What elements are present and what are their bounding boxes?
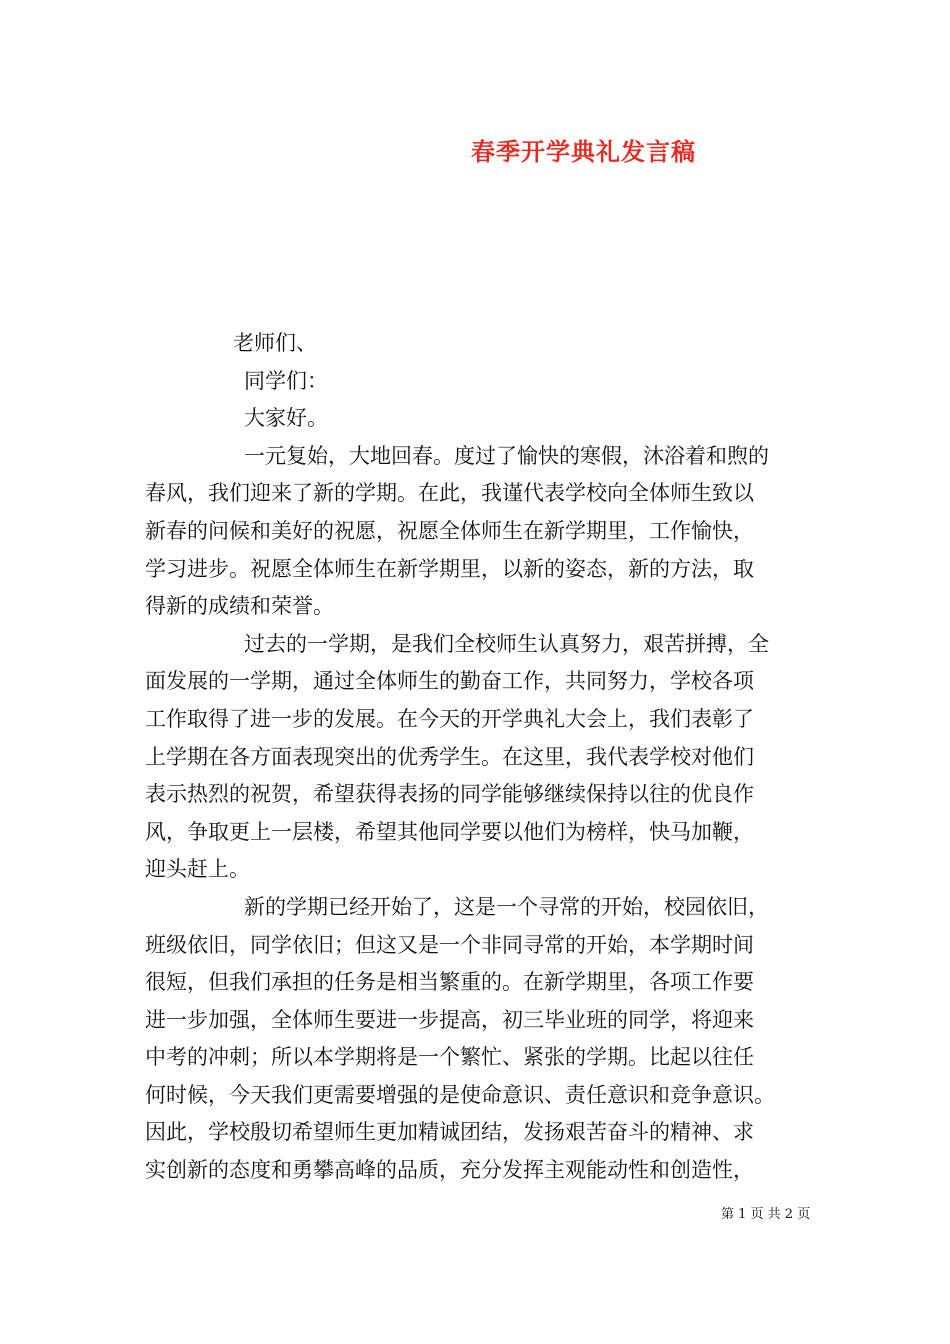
paragraph-3-line: 因此，学校殷切希望师生更加精诚团结，发扬艰苦奋斗的精神、求 <box>145 1120 754 1145</box>
document-title: 春季开学典礼发言稿 <box>471 137 696 166</box>
paragraph-3-line: 新的学期已经开始了，这是一个寻常的开始，校园依旧， <box>244 894 769 919</box>
paragraph-2-line: 上学期在各方面表现突出的优秀学生。在这里，我代表学校对他们 <box>145 744 754 769</box>
paragraph-3-line: 进一步加强，全体师生要进一步提高，初三毕业班的同学，将迎来 <box>145 1007 754 1032</box>
paragraph-1-line: 新春的问候和美好的祝愿，祝愿全体师生在新学期里，工作愉快， <box>145 518 754 543</box>
page-number-footer: 第 1 页 共 2 页 <box>721 1207 811 1222</box>
paragraph-1-line: 学习进步。祝愿全体师生在新学期里，以新的姿态，新的方法，取 <box>145 556 754 581</box>
paragraph-1-line: 得新的成绩和荣誉。 <box>145 594 334 619</box>
paragraph-2-line: 表示热烈的祝贺，希望获得表扬的同学能够继续保持以往的优良作 <box>145 782 754 807</box>
greeting: 大家好。 <box>244 406 328 431</box>
paragraph-2-line: 风，争取更上一层楼，希望其他同学要以他们为榜样，快马加鞭， <box>145 819 754 844</box>
paragraph-2-line: 迎头赶上。 <box>145 857 250 882</box>
paragraph-3-line: 何时候，今天我们更需要增强的是使命意识、责任意识和竞争意识。 <box>145 1082 775 1107</box>
paragraph-3-line: 中考的冲刺；所以本学期将是一个繁忙、紧张的学期。比起以往任 <box>145 1045 754 1070</box>
paragraph-2-line: 面发展的一学期，通过全体师生的勤奋工作，共同努力，学校各项 <box>145 669 754 694</box>
paragraph-2-line: 工作取得了进一步的发展。在今天的开学典礼大会上，我们表彰了 <box>145 706 754 731</box>
paragraph-1-line: 一元复始，大地回春。度过了愉快的寒假，沐浴着和煦的 <box>244 443 769 468</box>
paragraph-1-line: 春风，我们迎来了新的学期。在此，我谨代表学校向全体师生致以 <box>145 481 754 506</box>
document-body <box>145 325 835 1190</box>
salutation-students: 同学们： <box>244 368 328 393</box>
paragraph-2-line: 过去的一学期，是我们全校师生认真努力，艰苦拼搏，全 <box>244 631 769 656</box>
salutation-teachers: 老师们、 <box>233 331 317 355</box>
paragraph-3-line: 实创新的态度和勇攀高峰的品质，充分发挥主观能动性和创造性， <box>145 1158 754 1183</box>
paragraph-3-line: 很短，但我们承担的任务是相当繁重的。在新学期里，各项工作要 <box>145 970 754 995</box>
paragraph-3-line: 班级依旧，同学依旧；但这又是一个非同寻常的开始，本学期时间 <box>145 932 754 957</box>
